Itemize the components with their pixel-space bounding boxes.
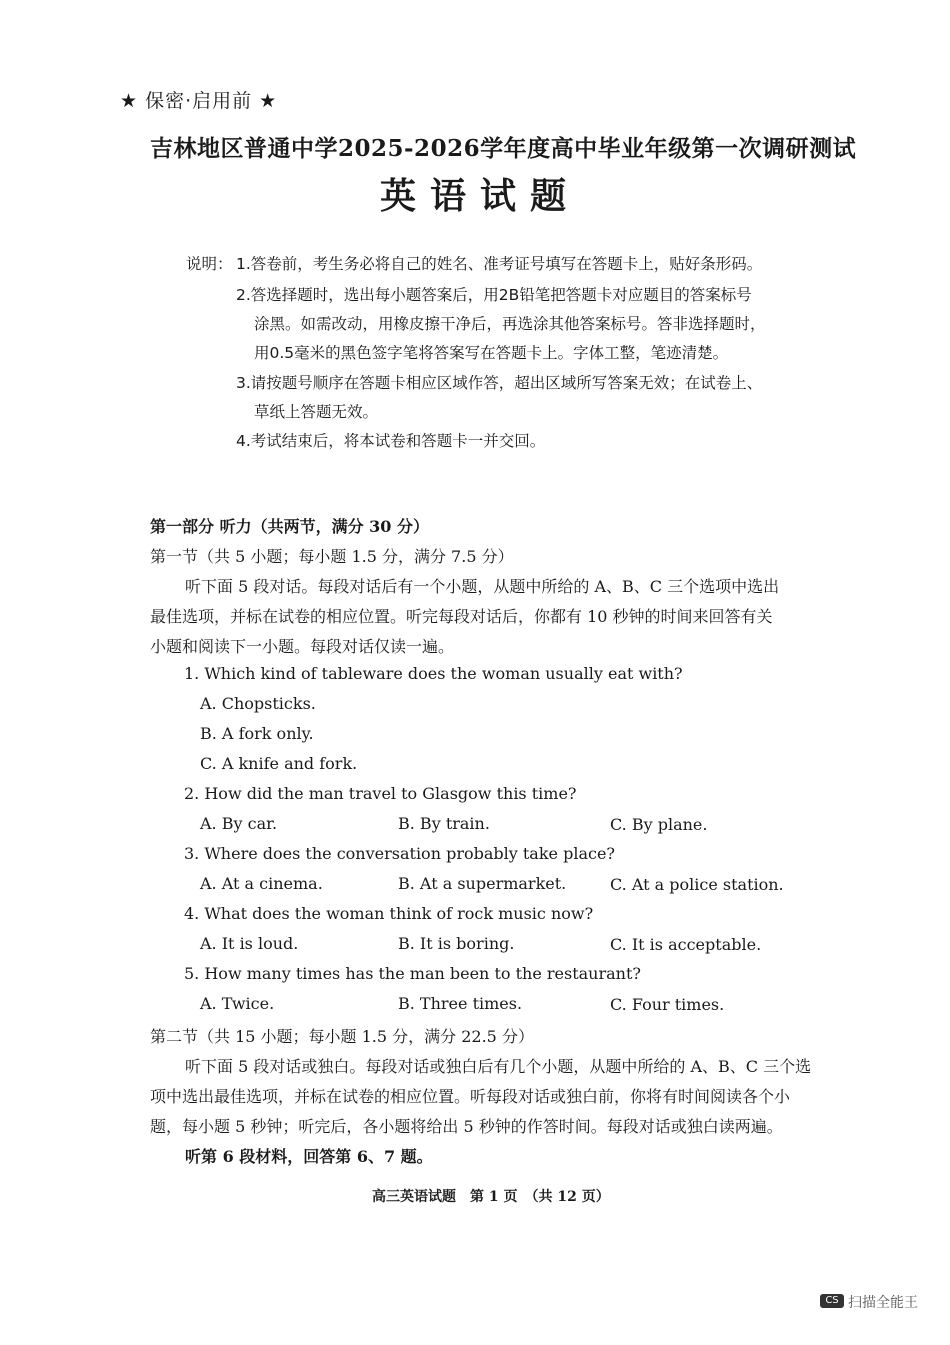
section1-intro-line: 最佳选项，并标在试卷的相应位置。听完每段对话后，你都有 10 秒钟的时间来回答有关 <box>150 607 773 626</box>
section2-intro-line: 项中选出最佳选项，并标在试卷的相应位置。听每段对话或独白前，你将有时间阅读各个小 <box>150 1087 791 1106</box>
instructions-label: 说明： <box>186 255 233 273</box>
scanner-logo-icon: CS <box>820 1294 844 1308</box>
question-stem: 3. Where does the conversation probably take place? <box>184 844 615 863</box>
subject-title: 英语试题 <box>380 175 581 217</box>
material-prompt: 听第 6 段材料，回答第 6、7 题。 <box>185 1147 433 1166</box>
instruction-line: 用0.5毫米的黑色签字笔将答案写在答题卡上。字体工整，笔迹清楚。 <box>254 344 729 362</box>
page-footer: 高三英语试题 第 1 页 （共 12 页） <box>372 1189 610 1205</box>
option-b: B. By train. <box>398 814 490 833</box>
option-c: C. A knife and fork. <box>200 754 358 773</box>
instruction-line: 1.答卷前，考生务必将自己的姓名、准考证号填写在答题卡上，贴好条形码。 <box>236 255 763 273</box>
option-a: A. Twice. <box>200 994 275 1013</box>
section1-intro-line: 听下面 5 段对话。每段对话后有一个小题，从题中所给的 A、B、C 三个选项中选出 <box>185 577 780 596</box>
instruction-line: 4.考试结束后，将本试卷和答题卡一并交回。 <box>236 432 546 450</box>
instruction-line: 3.请按题号顺序在答题卡相应区域作答，超出区域所写答案无效；在试卷上、 <box>236 374 763 392</box>
option-c: C. Four times. <box>610 995 725 1014</box>
option-c: C. By plane. <box>610 815 708 834</box>
instruction-line: 涂黑。如需改动，用橡皮擦干净后，再选涂其他答案标号。答非选择题时， <box>254 315 766 333</box>
confidential-label: ★ 保密·启用前 ★ <box>120 90 278 112</box>
option-a: A. It is loud. <box>200 934 299 953</box>
scanner-watermark-text: 扫描全能王 <box>848 1295 918 1311</box>
instruction-line: 2.答选择题时，选出每小题答案后，用2B铅笔把答题卡对应题目的答案标号 <box>236 286 752 304</box>
part1-heading: 第一部分 听力（共两节，满分 30 分） <box>150 517 429 536</box>
question-stem: 1. Which kind of tableware does the woman usually eat with? <box>184 664 683 683</box>
option-b: B. A fork only. <box>200 724 314 743</box>
section1-intro-line: 小题和阅读下一小题。每段对话仅读一遍。 <box>150 637 455 656</box>
option-a: A. Chopsticks. <box>200 694 316 713</box>
option-a: A. By car. <box>200 814 278 833</box>
section1-heading: 第一节（共 5 小题；每小题 1.5 分，满分 7.5 分） <box>150 547 514 566</box>
question-stem: 4. What does the woman think of rock music now? <box>184 904 594 923</box>
option-b: B. At a supermarket. <box>398 874 567 893</box>
option-b: B. Three times. <box>398 994 523 1013</box>
exam-title: 吉林地区普通中学2025-2026学年度高中毕业年级第一次调研测试 <box>150 135 857 162</box>
section2-heading: 第二节（共 15 小题；每小题 1.5 分，满分 22.5 分） <box>150 1027 534 1046</box>
option-c: C. At a police station. <box>610 875 784 894</box>
question-stem: 5. How many times has the man been to the restaurant? <box>184 964 641 983</box>
option-b: B. It is boring. <box>398 934 515 953</box>
option-c: C. It is acceptable. <box>610 935 762 954</box>
option-a: A. At a cinema. <box>200 874 323 893</box>
section2-intro-line: 题，每小题 5 秒钟；听完后，各小题将给出 5 秒钟的作答时间。每段对话或独白读两遍。 <box>150 1117 783 1136</box>
question-stem: 2. How did the man travel to Glasgow this time? <box>184 784 577 803</box>
instruction-line: 草纸上答题无效。 <box>254 403 379 421</box>
section2-intro-line: 听下面 5 段对话或独白。每段对话或独白后有几个小题，从题中所给的 A、B、C 三个选 <box>185 1057 812 1076</box>
